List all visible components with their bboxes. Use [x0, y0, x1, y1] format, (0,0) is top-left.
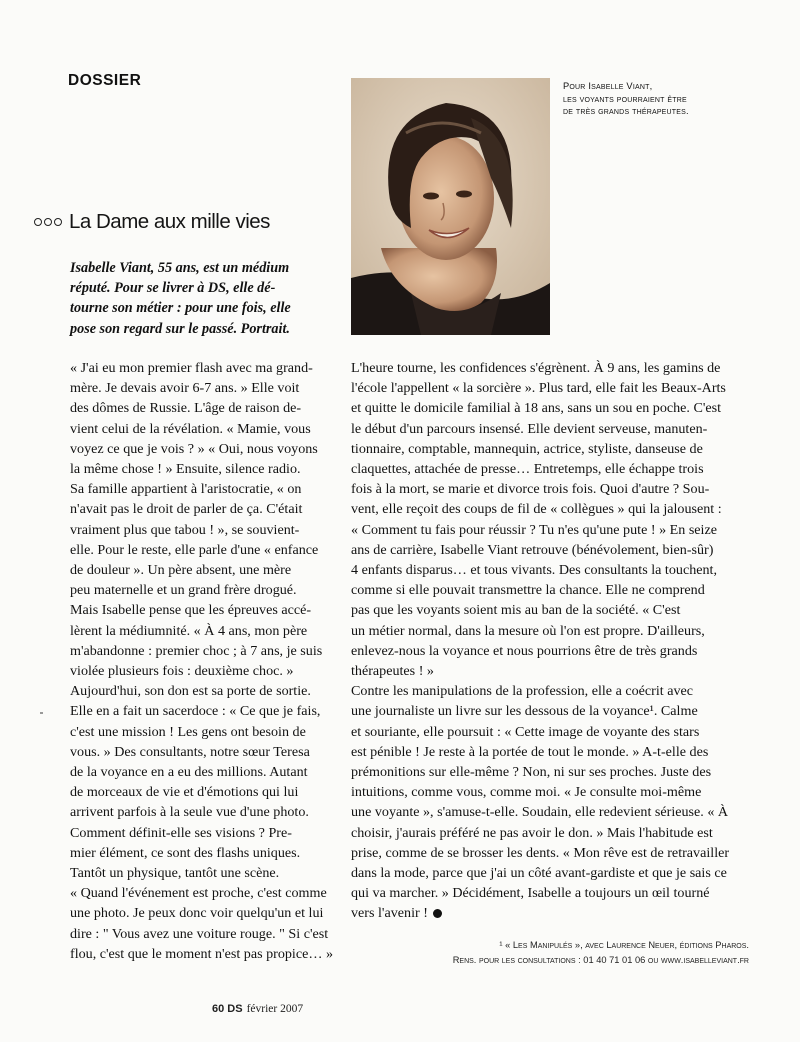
body-text-line: une journaliste un livre sur les dessous de la voyance¹. Calme [351, 703, 698, 720]
body-text-line: enlevez-nous la voyance et nous pourrions être de très grands [351, 642, 698, 659]
body-text-line: m'abandonne : premier choc ; à 7 ans, je suis [70, 642, 323, 659]
body-text-line: peu maternelle et un grand frère drogué. [70, 582, 297, 599]
body-column-left [70, 358, 342, 964]
body-text-line: pas que les voyants soient mis au ban de la société. « C'est [351, 602, 681, 619]
body-text-line: un métier normal, dans la mesure où l'on est propre. D'ailleurs, [351, 622, 705, 639]
footnote [453, 938, 749, 968]
body-text-line: violée plusieurs fois : deuxième choc. » [70, 663, 294, 680]
body-text-line: de douleur ». Un père absent, une mère [70, 562, 292, 579]
body-text-line: mier élément, ce sont des flashs uniques. [70, 844, 301, 861]
body-text-line: une photo. Je peux donc voir quelqu'un et lui [70, 905, 324, 922]
lede-line: Isabelle Viant, 55 ans, est un médium [70, 260, 290, 276]
page-number: 60 DS [212, 1003, 243, 1015]
body-text-line: elle. Pour le reste, elle parle d'une « enfance [70, 541, 319, 558]
body-text-line: Comment définit-elle ses visions ? Pre- [70, 824, 292, 841]
body-text-line: n'avait pas le droit de parler de ça. C'était [70, 501, 303, 518]
article-lede [70, 258, 342, 339]
body-text-line: Sa famille appartient à l'aristocratie, « on [70, 481, 302, 498]
body-text-line: est pénible ! Je reste à la portée de tout le monde. » A-t-elle des [351, 743, 709, 760]
body-text-line: vent, elle reçoit des coups de fil de « collègues » qui la jalousent : [351, 501, 722, 518]
body-text-line: de la voyance en a eu des millions. Autant [70, 764, 308, 781]
lede-line: réputé. Pour se livrer à DS, elle dé- [70, 280, 276, 297]
body-text-line: une voyante », s'amuse-t-elle. Soudain, elle redevient sérieuse. « À [351, 804, 729, 821]
body-text-line: dans la mode, parce que j'ai un côté avant-gardiste et que je sais ce [351, 865, 727, 882]
body-text-line: c'est une mission ! Les gens ont besoin de [70, 723, 306, 740]
body-text-line: et souriante, elle poursuit : « Cette image de voyante des stars [351, 723, 700, 740]
body-text-line: la même chose ! » Ensuite, silence radio. [70, 461, 301, 478]
lede-line: pose son regard sur le passé. Portrait. [70, 320, 290, 337]
body-text-line: choisir, j'aurais préféré ne pas avoir le don. » Mais l'habitude est [351, 824, 713, 841]
body-text-line: vers l'avenir ! [351, 903, 751, 923]
body-column-right [351, 358, 751, 924]
body-text-line: ans de carrière, Isabelle Viant retrouve (bénévolement, bien-sûr) [351, 541, 714, 558]
body-text-line: « J'ai eu mon premier flash avec ma grand- [70, 360, 313, 376]
body-text-line: vraiment plus que tabou ! », se souvient- [70, 521, 300, 538]
body-text-line: prise, comme de se brosser les dents. « Mon rêve est de retravailler [351, 844, 730, 861]
body-text-line: Contre les manipulations de la profession, elle a coécrit avec [351, 683, 694, 700]
lede-line: tourne son métier : pour une fois, elle [70, 300, 291, 317]
body-text-line: thérapeutes ! » [351, 663, 434, 680]
body-text-line: Elle en a fait un sacerdoce : « Ce que je fais, [70, 703, 321, 720]
body-text-line: Mais Isabelle pense que les épreuves accé- [70, 602, 312, 619]
body-text-line: Tantôt un physique, tantôt une scène. [70, 865, 280, 882]
body-text-line: fois à la mort, se marie et divorce trois fois. Quoi d'autre ? Sou- [351, 481, 710, 498]
body-text-line: vous. » Des consultants, notre sœur Teresa [70, 743, 310, 760]
body-text-line: L'heure tourne, les confidences s'égrènent. À 9 ans, les gamins de [351, 360, 721, 376]
body-text-line: intuitions, comme vous, comme moi. « Je consulte moi-même [351, 784, 702, 801]
portrait-photo [351, 78, 550, 335]
footnote-contact: Rens. pour les consultations : 01 40 71 01 06 ou www.isabelleviant.fr [452, 955, 749, 965]
body-text-line: prémonitions sur elle-même ? Non, ni sur ses proches. Juste des [351, 764, 712, 781]
body-text-line: l'école l'appellent « la sorcière ». Plus tard, elle fait les Beaux-Arts [351, 380, 726, 397]
body-text-line: 4 enfants disparus… et tous vivants. Des consultants la touchent, [351, 562, 717, 579]
body-text-line: « Comment tu fais pour réussir ? Tu n'es qu'une pute ! » En seize [351, 521, 717, 538]
body-text-line: qui va marcher. » Décidément, Isabelle a toujours un œil tourné [351, 885, 710, 902]
article-title: La Dame aux mille vies [69, 210, 270, 233]
caption-line: de très grands thérapeutes. [563, 106, 689, 116]
issue-date: février 2007 [246, 1003, 304, 1015]
body-text-line: le début d'un parcours insensé. Elle devient serveuse, manuten- [351, 420, 708, 437]
body-text-line: des dômes de Russie. L'âge de raison de- [70, 400, 302, 417]
caption-line: les voyants pourraient être [563, 93, 687, 104]
article-title-row [34, 210, 270, 234]
body-text-line: vient celui de la révélation. « Mamie, vous [70, 420, 311, 437]
body-text-line: comme si elle pouvait transmettre la chance. Elle ne comprend [351, 582, 705, 599]
body-text-line: claquettes, attachée de presse… Entretemps, elle échappe trois [351, 461, 704, 478]
body-text-line: flou, c'est que le moment n'est pas propice… » [70, 945, 334, 962]
body-text-line: mère. Je devais avoir 6-7 ans. » Elle voit [70, 380, 300, 397]
body-text-line: tionnaire, comptable, mannequin, actrice, styliste, danseuse de [351, 440, 703, 457]
body-text-line: voyez ce que je vois ? » « Oui, nous voyons [70, 440, 318, 457]
circles-icon [34, 218, 62, 226]
body-text-line: Aujourd'hui, son don est sa porte de sortie. [70, 683, 311, 700]
footnote-book: ¹ « Les Manipulés », avec Laurence Neuer, éditions Pharos. [499, 940, 749, 950]
body-text-line: dire : " Vous avez une voiture rouge. " Si c'est [70, 925, 329, 942]
caption-line: Pour Isabelle Viant, [563, 81, 653, 91]
photo-caption [563, 80, 763, 118]
body-text-line: « Quand l'événement est proche, c'est comme [70, 885, 327, 902]
body-text-line: et quitte le domicile familial à 18 ans, sans un sou en poche. C'est [351, 400, 722, 417]
body-text-line: de morceaux de vie et d'émotions qui lui [70, 784, 299, 801]
print-speck [40, 712, 43, 714]
body-text-line: lèrent la médiumnité. « À 4 ans, mon père [70, 622, 308, 639]
page-folio [212, 1003, 303, 1015]
section-label: DOSSIER [68, 72, 142, 89]
end-bullet-icon [433, 909, 442, 918]
body-text-line: arrivent parfois à la seule vue d'une photo. [70, 804, 309, 821]
